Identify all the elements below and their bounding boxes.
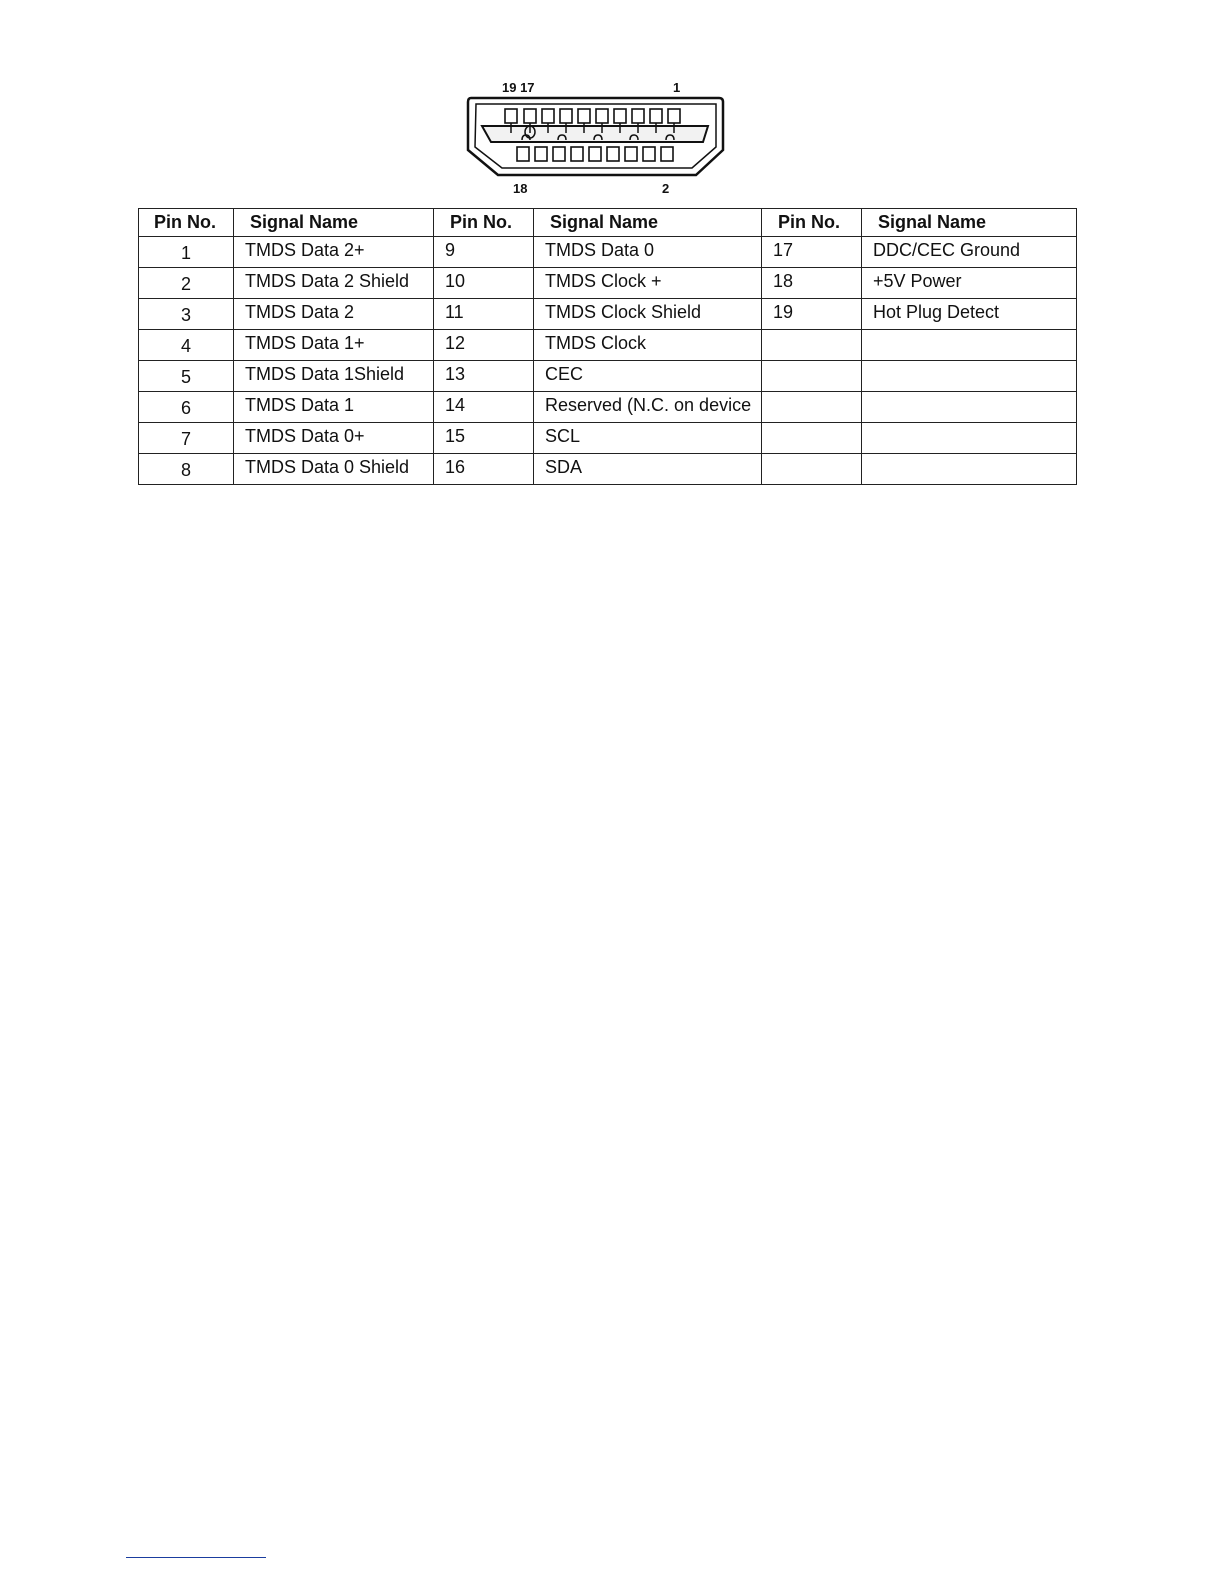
signal-name: [862, 423, 1077, 454]
signal-name: DDC/CEC Ground: [862, 237, 1077, 268]
signal-name: SDA: [534, 454, 762, 485]
table-row: [139, 361, 1077, 392]
signal-name: TMDS Data 0+: [234, 423, 434, 454]
signal-name: TMDS Data 0 Shield: [234, 454, 434, 485]
pin-number: 17: [762, 237, 862, 268]
pin-number: [762, 423, 862, 454]
pin-number: 15: [434, 423, 534, 454]
signal-name: TMDS Data 2 Shield: [234, 268, 434, 299]
pin-number: 3: [139, 299, 234, 330]
top-pin-row: [505, 109, 680, 123]
signal-name: +5V Power: [862, 268, 1077, 299]
signal-name: TMDS Data 2+: [234, 237, 434, 268]
header-pin-no: Pin No.: [434, 209, 534, 237]
pin-assignment-table: [138, 208, 1077, 485]
pin-number: 9: [434, 237, 534, 268]
bottom-pin-row: [517, 147, 673, 161]
pin-number: 13: [434, 361, 534, 392]
signal-name: Hot Plug Detect: [862, 299, 1077, 330]
pin-number: 16: [434, 454, 534, 485]
pin-number: [762, 392, 862, 423]
signal-name: TMDS Clock: [534, 330, 762, 361]
header-signal-name: Signal Name: [534, 209, 762, 237]
pin-label-18: 18: [513, 181, 528, 196]
signal-name: TMDS Data 2: [234, 299, 434, 330]
pin-number: 19: [762, 299, 862, 330]
signal-name: [862, 330, 1077, 361]
signal-name: TMDS Data 1Shield: [234, 361, 434, 392]
pin-label-19-17: 19 17: [502, 80, 535, 95]
signal-name: Reserved (N.C. on device: [534, 392, 762, 423]
footnote-separator: [126, 1557, 266, 1558]
pin-number: 2: [139, 268, 234, 299]
signal-name: TMDS Clock Shield: [534, 299, 762, 330]
table-row: [139, 392, 1077, 423]
header-pin-no: Pin No.: [139, 209, 234, 237]
table-row: [139, 330, 1077, 361]
header-pin-no: Pin No.: [762, 209, 862, 237]
pin-number: 12: [434, 330, 534, 361]
pin-number: 11: [434, 299, 534, 330]
pin-number: 14: [434, 392, 534, 423]
signal-name: [862, 454, 1077, 485]
pin-number: 7: [139, 423, 234, 454]
signal-name: TMDS Data 1: [234, 392, 434, 423]
pin-number: 18: [762, 268, 862, 299]
header-signal-name: Signal Name: [234, 209, 434, 237]
table-row: [139, 454, 1077, 485]
signal-name: TMDS Data 0: [534, 237, 762, 268]
table-row: [139, 268, 1077, 299]
pin-number: 8: [139, 454, 234, 485]
header-signal-name: Signal Name: [862, 209, 1077, 237]
pin-number: [762, 454, 862, 485]
pin-number: 10: [434, 268, 534, 299]
pin-number: 4: [139, 330, 234, 361]
signal-name: CEC: [534, 361, 762, 392]
table-row: [139, 237, 1077, 268]
signal-name: [862, 392, 1077, 423]
pin-number: 5: [139, 361, 234, 392]
pin-number: 6: [139, 392, 234, 423]
pin-number: 1: [139, 237, 234, 268]
signal-name: SCL: [534, 423, 762, 454]
table-row: [139, 299, 1077, 330]
table-row: [139, 423, 1077, 454]
hdmi-connector-diagram: [462, 76, 732, 200]
pin-label-2: 2: [662, 181, 670, 196]
pin-number: [762, 330, 862, 361]
signal-name: TMDS Clock +: [534, 268, 762, 299]
pin-label-1: 1: [673, 80, 681, 95]
table-header-row: [139, 209, 1077, 237]
signal-name: [862, 361, 1077, 392]
pin-number: [762, 361, 862, 392]
signal-name: TMDS Data 1+: [234, 330, 434, 361]
